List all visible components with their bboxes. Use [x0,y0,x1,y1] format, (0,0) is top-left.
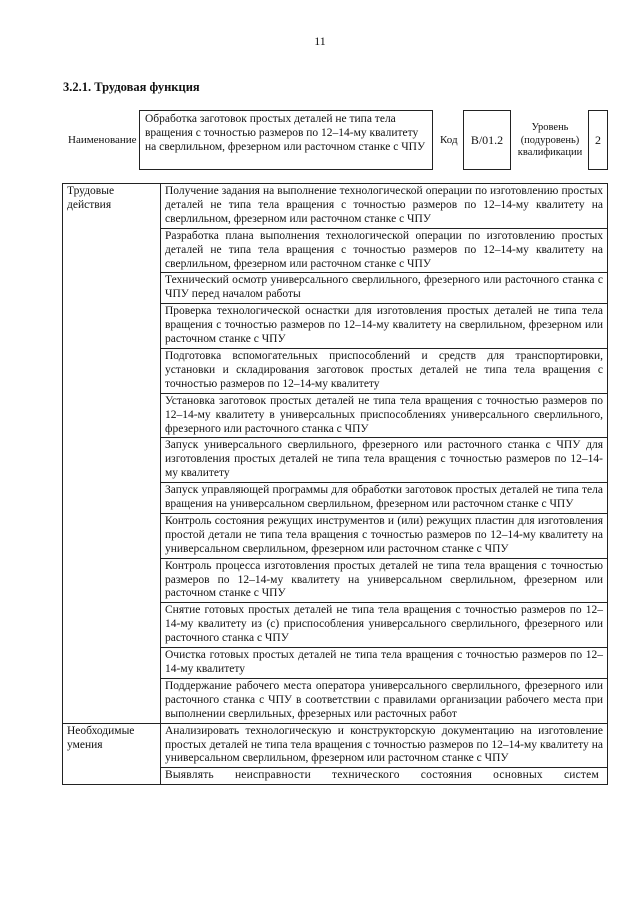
table-cell: Контроль состояния режущих инструментов и (или) режущих пластин для изготовления простой детали не типа тела вращения с точностью размеров по 12–14-му квалитету на универсальном сверлильном, фрезерном или расточном станке с ЧПУ [161,513,608,558]
name-label: Наименование [68,134,137,146]
truncated-cell-text: Выявлять неисправности технического состояния основных систем [165,769,599,782]
qualification-level-value: 2 [588,110,608,170]
qualification-level-label: Уровень (подуровень) квалификации [517,122,583,158]
table-row [63,723,608,768]
page-number: 11 [314,34,326,48]
table-cell: Технический осмотр универсального сверлильного, фрезерного или расточного станка с ЧПУ перед началом работы [161,273,608,304]
category-labor-actions: Трудовые действия [63,184,161,724]
table-cell: Поддержание рабочего места оператора универсального сверлильного, фрезерного или расточного станка с ЧПУ в соответствии с правилами организации рабочего места при выполнении сверлильных, фрезерных или расточных работ [161,678,608,723]
table-cell: Очистка готовых простых деталей не типа тела вращения с точностью размеров по 12–14-му квалитету [161,648,608,679]
code-value: B/01.2 [463,110,511,170]
category-required-skills: Необходимые умения [63,723,161,785]
table-cell: Запуск универсального сверлильного, фрезерного или расточного станка с ЧПУ для изготовления простых деталей не типа тела вращения с точностью размеров по 12–14-му квалитету [161,438,608,483]
table-cell: Получение задания на выполнение технологической операции по изготовлению простых деталей не типа тела вращения с точностью размеров по 12–14-му квалитету на сверлильном, фрезерном или расточном станке с ЧПУ [161,184,608,229]
function-table [62,183,608,785]
function-header [0,108,640,170]
code-label: Код [440,134,458,146]
table-cell: Проверка технологической оснастки для изготовления простых деталей не типа тела вращения с точностью размеров по 12–14-му квалитету на сверлильном, фрезерном или расточном станке с ЧПУ [161,304,608,349]
table-cell: Контроль процесса изготовления простых деталей не типа тела вращения с точностью размеров по 12–14-му квалитету на универсальном сверлильном, фрезерном или расточном станке с ЧПУ [161,558,608,603]
name-value: Обработка заготовок простых деталей не типа тела вращения с точностью размеров по 12–14-му квалитету на сверлильном, фрезерном или расточном станке с ЧПУ [139,110,433,170]
table-row [63,184,608,229]
table-cell: Подготовка вспомогательных приспособлений и средств для транспортировки, установки и складирования заготовок простых деталей не типа тела вращения с точностью размеров по 12–14-му квалитету [161,348,608,393]
table-cell: Снятие готовых простых деталей не типа тела вращения с точностью размеров по 12–14-му квалитету из (с) приспособления универсального сверлильного, фрезерного или расточного станка с ЧПУ [161,603,608,648]
table-cell: Запуск управляющей программы для обработки заготовок простых деталей не типа тела вращения на универсальном сверлильном, фрезерном или расточном станке с ЧПУ [161,483,608,514]
table-cell: Установка заготовок простых деталей не типа тела вращения с точностью размеров по 12–14-му квалитету в универсальных приспособлениях универсального сверлильного, фрезерного или расточного станка с ЧПУ [161,393,608,438]
section-title: 3.2.1. Трудовая функция [63,80,200,94]
table-cell: Разработка плана выполнения технологической операции по изготовлению простых деталей не типа тела вращения с точностью размеров по 12–14-му квалитету на сверлильном, фрезерном или расточном станке с ЧПУ [161,228,608,273]
table-cell: Анализировать технологическую и конструкторскую документацию на изготовление простых деталей не типа тела вращения с точностью размеров по 12–14-му квалитету на универсальном сверлильном, фрезерном или расточном станке с ЧПУ [161,723,608,768]
table-cell [161,768,608,785]
